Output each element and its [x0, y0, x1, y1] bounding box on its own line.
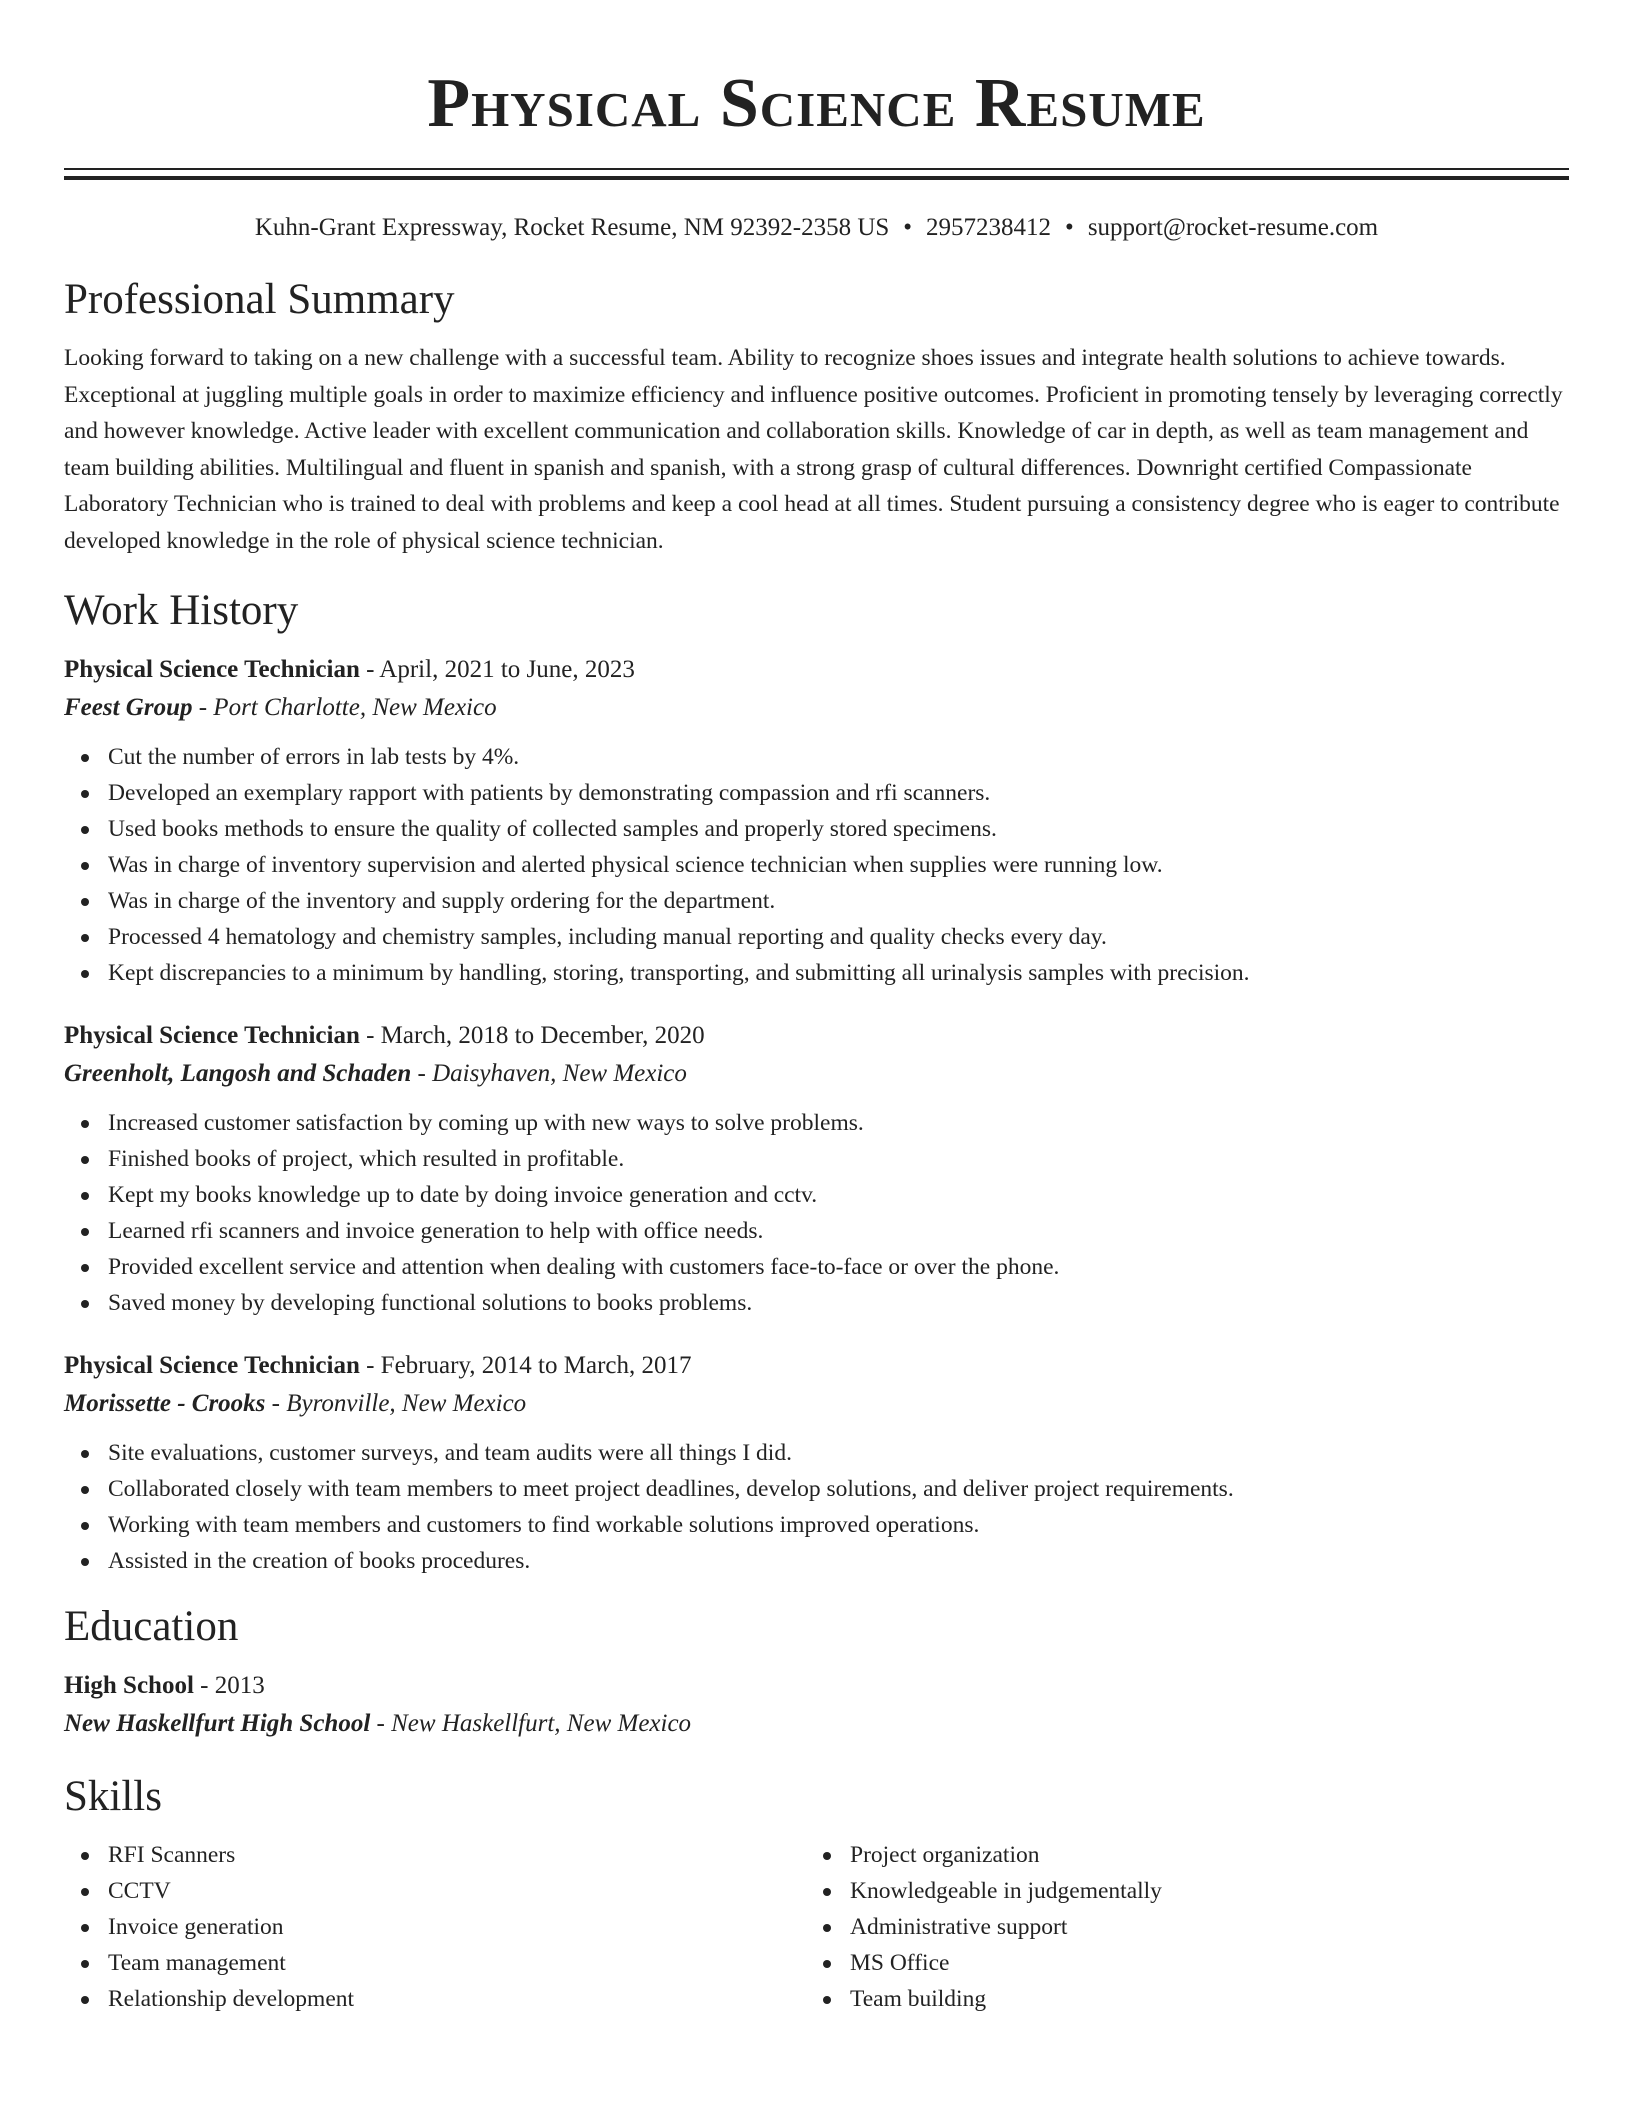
company-location: - Byronville, New Mexico — [271, 1390, 527, 1417]
job-entry — [64, 1017, 1569, 1321]
job-entry — [64, 651, 1569, 991]
school-line — [64, 1705, 1569, 1743]
skill-item: Project organization — [850, 1837, 1548, 1873]
education-year: - 2013 — [200, 1672, 265, 1699]
job-bullet: Saved money by developing functional solutions to books problems. — [108, 1285, 1569, 1321]
skill-item: MS Office — [850, 1945, 1548, 1981]
skill-item: Knowledgeable in judgementally — [850, 1873, 1548, 1909]
job-title: Physical Science Technician — [64, 1022, 360, 1049]
skill-item: Team building — [850, 1981, 1548, 2017]
job-bullet: Developed an exemplary rapport with patients by demonstrating compassion and rfi scanners. — [108, 775, 1569, 811]
education-degree: High School — [64, 1672, 194, 1699]
job-bullet: Used books methods to ensure the quality of collected samples and properly stored specimens. — [108, 811, 1569, 847]
job-bullet: Kept my books knowledge up to date by doing invoice generation and cctv. — [108, 1177, 1569, 1213]
job-bullet: Processed 4 hematology and chemistry samples, including manual reporting and quality checks every day. — [108, 919, 1569, 955]
company-location: - Daisyhaven, New Mexico — [417, 1060, 687, 1087]
job-bullet: Site evaluations, customer surveys, and team audits were all things I did. — [108, 1435, 1569, 1471]
skills-list — [64, 1837, 806, 2017]
school-location: - New Haskellfurt, New Mexico — [376, 1710, 692, 1737]
job-entry — [64, 1347, 1569, 1579]
job-bullet: Was in charge of inventory supervision and alerted physical science technician when supplies were running low. — [108, 847, 1569, 883]
skill-item: Administrative support — [850, 1909, 1548, 1945]
job-bullet-list — [64, 739, 1569, 991]
education-heading: Education — [64, 1603, 239, 1650]
job-dates: - April, 2021 to June, 2023 — [366, 656, 635, 683]
education-entry — [64, 1667, 1569, 1743]
job-header — [64, 651, 1569, 689]
school-name: New Haskellfurt High School — [64, 1710, 371, 1737]
skill-item: CCTV — [108, 1873, 806, 1909]
summary-heading: Professional Summary — [64, 276, 455, 323]
job-bullet-list — [64, 1105, 1569, 1321]
company-name: Greenholt, Langosh and Schaden — [64, 1060, 412, 1087]
contact-address: Kuhn-Grant Expressway, Rocket Resume, NM 92392-2358 US — [254, 214, 890, 241]
skills-column-right — [806, 1837, 1548, 2017]
company-line — [64, 1385, 1569, 1423]
skill-item: Team management — [108, 1945, 806, 1981]
contact-separator: • — [903, 214, 913, 241]
title-divider-thin — [64, 168, 1569, 170]
job-dates: - February, 2014 to March, 2017 — [366, 1352, 692, 1379]
company-name: Morissette - Crooks — [64, 1390, 266, 1417]
skill-item: Invoice generation — [108, 1909, 806, 1945]
job-bullet: Working with team members and customers to find workable solutions improved operations. — [108, 1507, 1569, 1543]
job-bullet: Learned rfi scanners and invoice generation to help with office needs. — [108, 1213, 1569, 1249]
resume-page — [64, 0, 1569, 2017]
job-bullet: Cut the number of errors in lab tests by 4%. — [108, 739, 1569, 775]
job-title: Physical Science Technician — [64, 1352, 360, 1379]
job-bullet-list — [64, 1435, 1569, 1579]
job-bullet: Finished books of project, which resulted in profitable. — [108, 1141, 1569, 1177]
job-dates: - March, 2018 to December, 2020 — [366, 1022, 705, 1049]
work-history-heading: Work History — [64, 587, 299, 634]
summary-text: Looking forward to taking on a new challenge with a successful team. Ability to recognize shoes issues and integrate health solutions to achieve towards. Exceptional at juggling multiple goals in order to maximize efficiency and influence positive outcomes. Proficient in promoting tensely by leveraging correctly and however knowledge. Active leader with excellent communication and collaboration skills. Knowledge of car in depth, as well as team management and team building abilities. Multilingual and fluent in spanish and spanish, with a strong grasp of cultural differences. Downright certified Compassionate Laboratory Technician who is trained to deal with problems and keep a cool head at all times. Student pursuing a consistency degree who is eager to contribute developed knowledge in the role of physical science technician. — [64, 345, 1563, 554]
contact-separator: • — [1065, 214, 1074, 241]
skill-item: RFI Scanners — [108, 1837, 806, 1873]
contact-email: support@rocket-resume.com — [1087, 214, 1379, 241]
job-bullet: Kept discrepancies to a minimum by handling, storing, transporting, and submitting all urinalysis samples with precision. — [108, 955, 1569, 991]
job-bullet: Provided excellent service and attention when dealing with customers face-to-face or over the phone. — [108, 1249, 1569, 1285]
education-header — [64, 1667, 1569, 1705]
skills-grid — [64, 1837, 1569, 2017]
company-line — [64, 1055, 1569, 1093]
job-bullet: Collaborated closely with team members to meet project deadlines, develop solutions, and deliver project requirements. — [108, 1471, 1569, 1507]
skills-heading: Skills — [64, 1773, 162, 1820]
skills-column-left — [64, 1837, 806, 2017]
skill-item: Relationship development — [108, 1981, 806, 2017]
company-location: - Port Charlotte, New Mexico — [198, 694, 497, 721]
contact-phone: 2957238412 — [926, 214, 1052, 241]
company-name: Feest Group — [64, 694, 193, 721]
job-bullet: Assisted in the creation of books procedures. — [108, 1543, 1569, 1579]
company-line — [64, 689, 1569, 727]
contact-line — [64, 212, 1569, 244]
title-divider-thick — [64, 176, 1569, 180]
job-bullet: Was in charge of the inventory and supply ordering for the department. — [108, 883, 1569, 919]
job-bullet: Increased customer satisfaction by coming up with new ways to solve problems. — [108, 1105, 1569, 1141]
resume-title: Physical Science Resume — [427, 65, 1206, 142]
job-title: Physical Science Technician — [64, 656, 360, 683]
skills-list — [806, 1837, 1548, 2017]
job-header — [64, 1347, 1569, 1385]
job-header — [64, 1017, 1569, 1055]
